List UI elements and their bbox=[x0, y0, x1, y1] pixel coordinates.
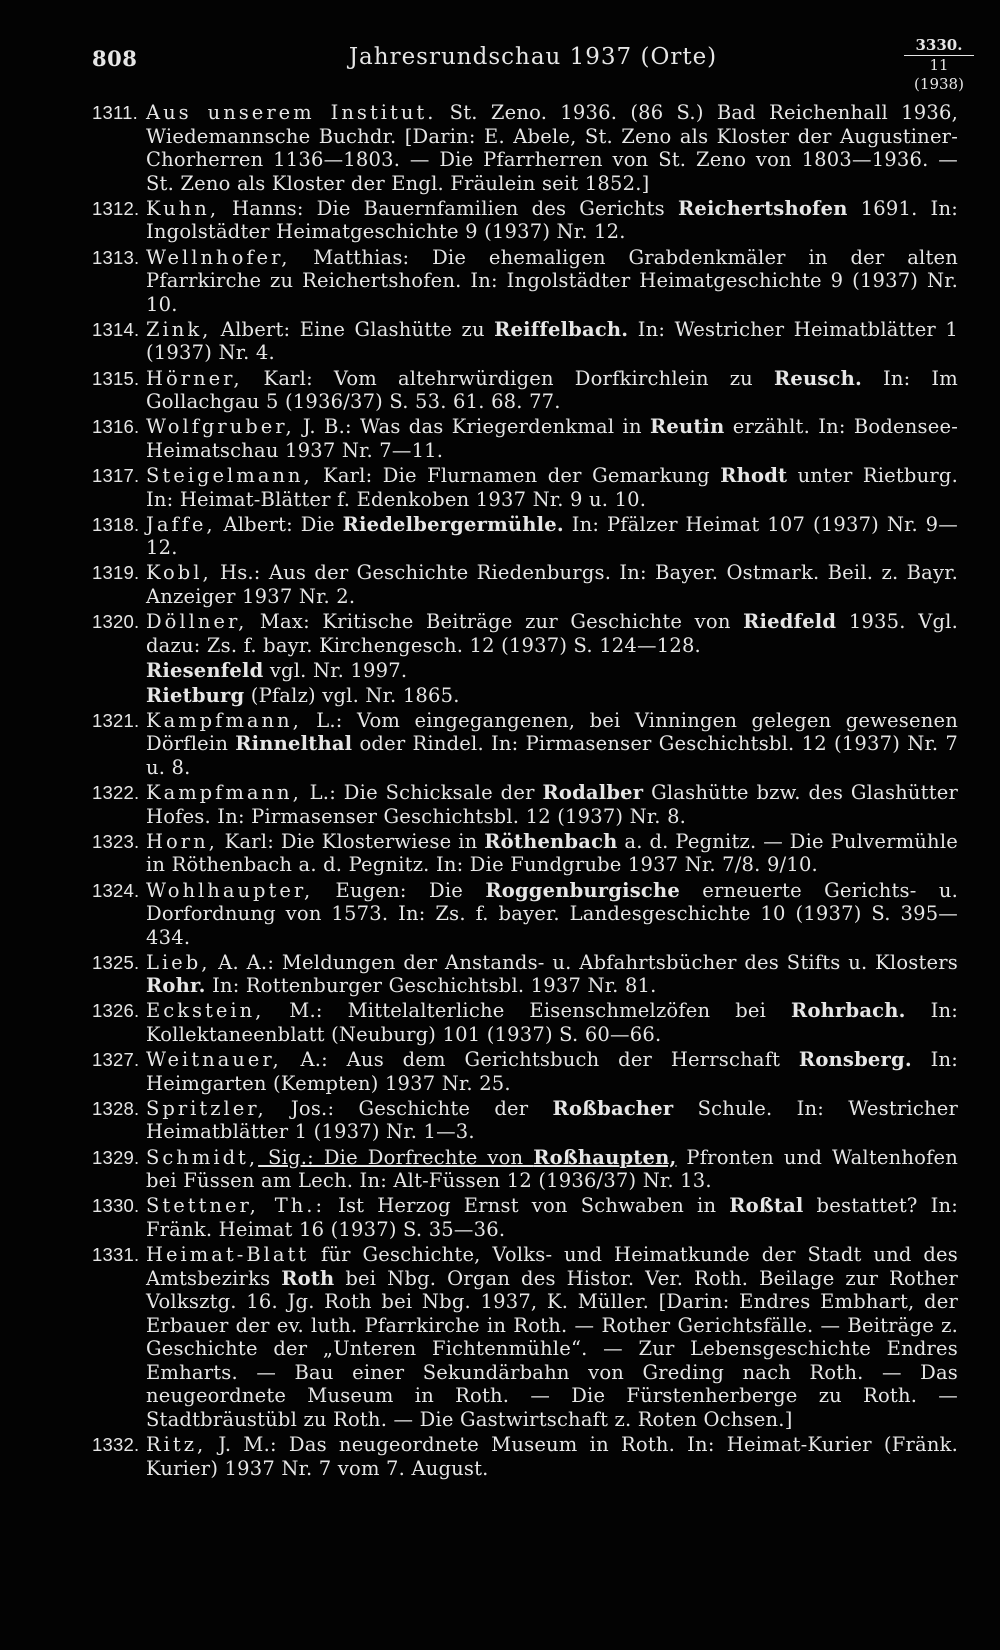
section-number: 3330. bbox=[904, 36, 974, 56]
entry-number: 1330. bbox=[92, 1195, 140, 1217]
entry-place: Reutin bbox=[649, 415, 725, 439]
entry-author: Lieb, bbox=[146, 950, 211, 974]
entry-author: Spritzler, bbox=[146, 1096, 267, 1120]
entry-text: Jos.: Geschichte der bbox=[266, 1096, 553, 1120]
bibliography-entry bbox=[92, 513, 958, 560]
entry-place: Rinnelthal bbox=[235, 732, 353, 756]
entry-author: Zink, bbox=[146, 317, 212, 341]
entry-text-after: oder Rindel. In: Pirmasenser Geschichtsbl. 12 (1937) Nr. 7 u. 8. bbox=[146, 732, 959, 780]
entry-text-after: In: Rottenburger Geschichtsbl. 1937 Nr. 81. bbox=[205, 974, 657, 998]
entry-author: Ritz, bbox=[146, 1433, 207, 1457]
entry-author: Horn, bbox=[146, 829, 218, 853]
entry-text: J. B.: Was das Kriegerdenkmal in bbox=[294, 415, 650, 439]
entry-text-after: (Pfalz) vgl. Nr. 1865. bbox=[244, 683, 460, 707]
bibliography-entry bbox=[92, 1048, 958, 1095]
entry-author: Kampfmann, bbox=[146, 781, 302, 805]
entry-text: L.: Die Schicksale der bbox=[301, 781, 543, 805]
bibliography-entry bbox=[92, 781, 958, 828]
entry-author: Weitnauer, bbox=[146, 1048, 282, 1072]
entry-number: 1328. bbox=[92, 1097, 140, 1119]
entry-place: Roßtal bbox=[729, 1194, 804, 1218]
entry-place: Roßbacher bbox=[552, 1096, 674, 1120]
entry-author: Wolfgruber, bbox=[146, 415, 295, 439]
entry-author: Kobl, bbox=[146, 561, 212, 585]
bibliography-entry bbox=[92, 101, 958, 195]
entry-place: Röthenbach bbox=[484, 829, 618, 853]
entry-text: Ist Herzog Ernst von Schwaben in bbox=[325, 1194, 730, 1218]
entry-place: Rodalber bbox=[542, 781, 644, 805]
entry-text: L.: Vom eingegangenen, bei Vinningen gelegen gewesenen Dörflein bbox=[146, 708, 958, 756]
entry-number: 1325. bbox=[92, 951, 140, 973]
entry-text-after: In: Pfälzer Heimat 107 (1937) Nr. 9—12. bbox=[146, 512, 958, 560]
entry-text-after: a. d. Pegnitz. — Die Pulvermühle in Röthenbach a. d. Pegnitz. In: Die Fundgrube 1937 Nr. 7/8. 9/10. bbox=[146, 829, 958, 877]
bibliography-entry bbox=[92, 367, 958, 414]
entry-author: Kuhn, bbox=[146, 196, 220, 220]
entry-author: Schmidt, bbox=[146, 1145, 259, 1169]
bibliography-entry bbox=[92, 1146, 958, 1193]
entry-text: für Geschichte, Volks- und Heimatkunde der Stadt und des Amtsbezirks bbox=[146, 1242, 958, 1290]
bibliography-list bbox=[92, 101, 958, 1482]
entry-author: Eckstein, bbox=[146, 999, 265, 1023]
bibliography-entry bbox=[92, 709, 958, 780]
cross-reference bbox=[92, 684, 958, 708]
entry-text-after: In: Westricher Heimatblätter 1 (1937) Nr. 4. bbox=[146, 317, 958, 365]
bibliography-entry bbox=[92, 999, 958, 1046]
entry-place: Roth bbox=[281, 1266, 335, 1290]
entry-text: J. M.: Das neugeordnete Museum in Roth. In: Heimat-Kurier (Fränk. Kurier) 1937 Nr. 7 vom 7. August. bbox=[146, 1433, 958, 1480]
bibliography-entry bbox=[92, 246, 958, 317]
entry-number: 1322. bbox=[92, 782, 140, 804]
entry-number: 1313. bbox=[92, 246, 140, 268]
entry-text-after: erneuerte Gerichts- u. Dorfordnung von 1573. In: Zs. f. bayer. Landesgeschichte 10 (1937) S. 395—434. bbox=[146, 878, 958, 949]
entry-text: A. A.: Meldungen der Anstands- u. Abfahrtsbücher des Stifts u. Klosters bbox=[210, 950, 958, 974]
bibliography-entry bbox=[92, 197, 958, 244]
entry-number: 1314. bbox=[92, 318, 140, 340]
entry-text-after: Pfronten und Waltenhofen bei Füssen am Lech. In: Alt-Füssen 12 (1936/37) Nr. 13. bbox=[146, 1145, 958, 1193]
entry-number: 1311. bbox=[92, 102, 138, 123]
entry-author: Döllner, bbox=[146, 609, 248, 633]
entry-place: Riedfeld bbox=[743, 609, 837, 633]
section-marker bbox=[904, 36, 974, 94]
entry-author: Steigelmann, bbox=[146, 463, 313, 487]
entry-author: Stettner, Th.: bbox=[146, 1194, 326, 1218]
bibliography-entry bbox=[92, 1433, 958, 1480]
entry-text: Max: Kritische Beiträge zur Geschichte von bbox=[247, 609, 744, 633]
section-sub: 11 (1938) bbox=[914, 56, 964, 93]
entry-text-after: unter Rietburg. In: Heimat-Blätter f. Edenkoben 1937 Nr. 9 u. 10. bbox=[146, 463, 958, 511]
entry-author: Aus unserem Institut. bbox=[146, 101, 437, 124]
entry-author: Wellnhofer, bbox=[146, 245, 291, 269]
entry-text: Albert: Eine Glashütte zu bbox=[211, 317, 495, 341]
entry-text-after: In: Heimgarten (Kempten) 1937 Nr. 25. bbox=[146, 1048, 958, 1095]
entry-place: Roßhaupten, bbox=[533, 1145, 677, 1169]
entry-place: Reichertshofen bbox=[677, 196, 848, 220]
entry-place: Ronsberg. bbox=[798, 1048, 912, 1072]
entry-text-after: Glashütte bzw. des Glashütter Hofes. In: Pirmasenser Geschichtsbl. 12 (1937) Nr. 8. bbox=[146, 781, 958, 828]
entry-author: Hörner, bbox=[146, 366, 243, 390]
entry-place: Reusch. bbox=[773, 366, 862, 390]
entry-text-after: In: Kollektaneenblatt (Neuburg) 101 (1937) S. 60—66. bbox=[146, 999, 958, 1047]
entry-place: Roggenburgische bbox=[485, 878, 680, 902]
bibliography-entry bbox=[92, 318, 958, 365]
entry-number: 1332. bbox=[92, 1434, 140, 1456]
bibliography-entry bbox=[92, 951, 958, 998]
bibliography-entry bbox=[92, 610, 958, 657]
entry-text: Albert: Die bbox=[215, 512, 343, 536]
entry-text-after: In: Im Gollachgau 5 (1936/37) S. 53. 61. 68. 77. bbox=[146, 366, 958, 414]
entry-text: Eugen: Die bbox=[313, 878, 486, 902]
entry-author: Wohlhaupter, bbox=[146, 878, 314, 902]
entry-text: M.: Mittelalterliche Eisenschmelzöfen bei bbox=[264, 999, 792, 1023]
entry-place: Riedelbergermühle. bbox=[342, 512, 564, 536]
entry-text-after: 1691. In: Ingolstädter Heimatgeschichte 9 (1937) Nr. 12. bbox=[146, 196, 958, 244]
entry-author: Jaffe, bbox=[146, 512, 216, 536]
entry-number: 1329. bbox=[92, 1146, 140, 1168]
entry-author: Heimat-Blatt bbox=[146, 1242, 310, 1266]
entry-text: Karl: Die Flurnamen der Gemarkung bbox=[312, 463, 721, 487]
entry-place: Rhodt bbox=[720, 463, 788, 487]
entry-number: 1321. bbox=[92, 709, 140, 731]
bibliography-entry bbox=[92, 464, 958, 511]
entry-text: Karl: Vom altehrwürdigen Dorfkirchlein zu bbox=[242, 366, 774, 390]
entry-number: 1318. bbox=[92, 513, 140, 535]
entry-text-after: 1935. Vgl. dazu: Zs. f. bayr. Kirchengesch. 12 (1937) S. 124—128. bbox=[146, 609, 959, 657]
entry-place: Rietburg bbox=[146, 683, 245, 707]
entry-text: A.: Aus dem Gerichtsbuch der Herrschaft bbox=[281, 1048, 799, 1072]
entry-number: 1312. bbox=[92, 197, 140, 219]
entry-number: 1331. bbox=[92, 1243, 140, 1265]
entry-author: Kampfmann, bbox=[146, 708, 302, 732]
bibliography-entry bbox=[92, 1243, 958, 1432]
entry-text-after: Schule. In: Westricher Heimatblätter 1 (1937) Nr. 1—3. bbox=[146, 1096, 958, 1144]
entry-number: 1316. bbox=[92, 416, 140, 438]
entry-text-after: vgl. Nr. 1997. bbox=[263, 658, 408, 682]
entry-number: 1320. bbox=[92, 610, 140, 632]
entry-number: 1319. bbox=[92, 562, 140, 584]
entry-number: 1327. bbox=[92, 1049, 140, 1071]
entry-number: 1323. bbox=[92, 830, 140, 852]
page-header bbox=[92, 36, 974, 93]
entry-text: Hs.: Aus der Geschichte Riedenburgs. In: Bayer. Ostmark. Beil. z. Bayr. Anzeiger 1937 Nr. 2. bbox=[146, 561, 958, 608]
entry-number: 1326. bbox=[92, 1000, 140, 1022]
entry-text: Karl: Die Klosterwiese in bbox=[217, 829, 485, 853]
entry-text: St. Zeno. 1936. (86 S.) Bad Reichenhall 1936, Wiedemannsche Buchdr. [Darin: E. Abele, St. Zeno als Kloster der Augustiner-Chorherren 1136—1803. — Die Pfarrherren von St. Zeno von 1803—1936. — St. Zeno als Kloster der Engl. Fräulein seit 1852.] bbox=[146, 101, 958, 195]
bibliography-entry bbox=[92, 415, 958, 462]
running-title: Jahresrundschau 1937 (Orte) bbox=[348, 44, 718, 70]
entry-text-after: bei Nbg. Organ des Histor. Ver. Roth. Beilage zur Rother Volksztg. 16. Jg. Roth bei Nbg. 1937, K. Müller. [Darin: Endres Embhart, der Erbauer der ev. luth. Pfarrkirche in Roth. — Rother Gerichtsfälle. — Beiträge z. Geschichte der „Unteren Fichtenmühle“. — Zur Lebensgeschichte Endres Emharts. — Bau einer Sekundärbahn von Greding nach Roth. — Das neugeordnete Museum in Roth. — Die Fürstenherberge zu Roth. — Stadtbräustübl zu Roth. — Die Gastwirtschaft z. Roten Ochsen.] bbox=[146, 1266, 958, 1432]
bibliography-entry bbox=[92, 561, 958, 608]
bibliography-entry bbox=[92, 830, 958, 877]
bibliography-entry bbox=[92, 1097, 958, 1144]
entry-place: Riesenfeld bbox=[146, 658, 264, 682]
entry-place: Rohrbach. bbox=[791, 999, 906, 1023]
entry-text-after: erzählt. In: Bodensee-Heimatschau 1937 Nr. 7—11. bbox=[146, 415, 958, 462]
entry-place: Rohr. bbox=[146, 974, 206, 998]
bibliography-entry bbox=[92, 879, 958, 950]
entry-number: 1324. bbox=[92, 879, 140, 901]
entry-text: Hanns: Die Bauernfamilien des Gerichts bbox=[219, 196, 678, 220]
entry-text: Sig.: Die Dorfrechte von bbox=[258, 1145, 534, 1169]
bibliography-entry bbox=[92, 1194, 958, 1241]
entry-number: 1315. bbox=[92, 367, 140, 389]
entry-number: 1317. bbox=[92, 464, 140, 486]
entry-text-after: bestattet? In: Fränk. Heimat 16 (1937) S. 35—36. bbox=[146, 1194, 959, 1241]
page-number: 808 bbox=[92, 46, 138, 71]
cross-reference bbox=[92, 659, 958, 683]
entry-place: Reiffelbach. bbox=[494, 317, 629, 341]
entry-text: Matthias: Die ehemaligen Grabdenkmäler in der alten Pfarrkirche zu Reichertshofen. In: Ingolstädter Heimatgeschichte 9 (1937) Nr. 10. bbox=[146, 245, 958, 316]
